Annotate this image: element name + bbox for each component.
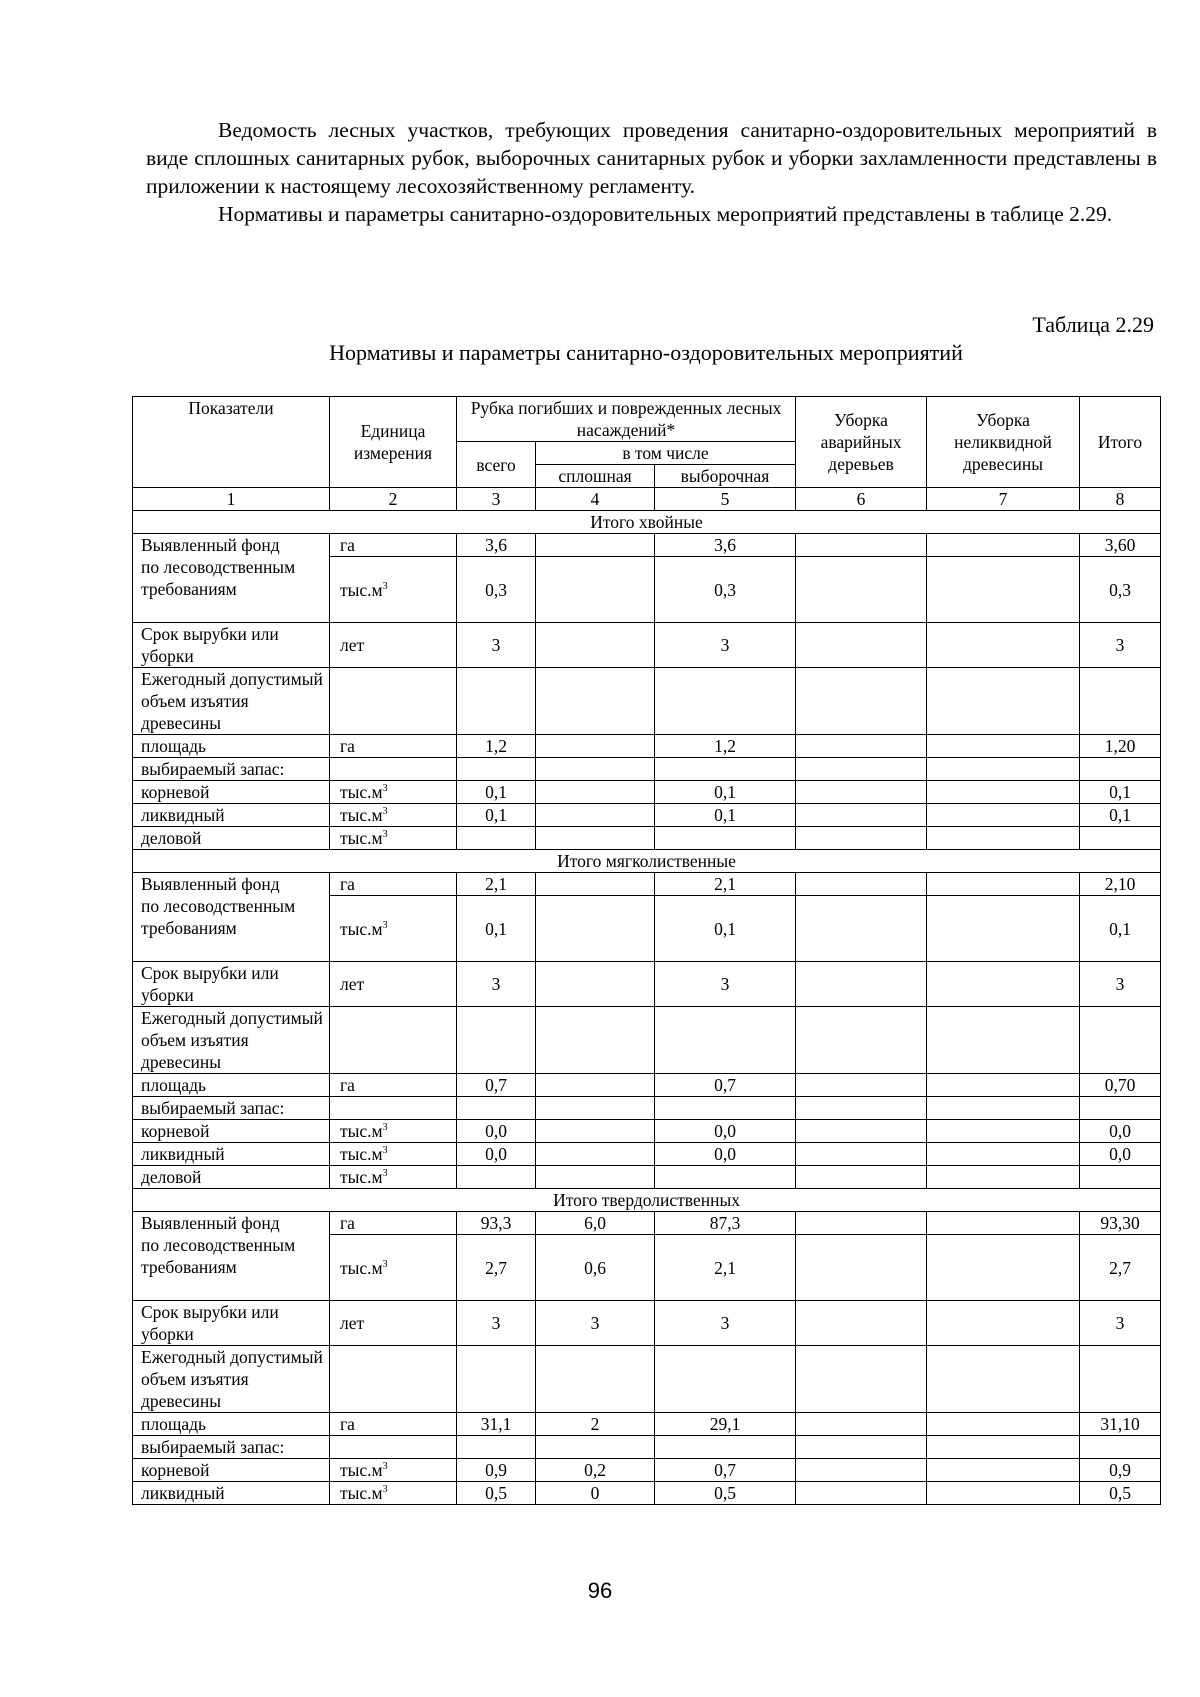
value-cell: 0,9 <box>1080 1459 1161 1482</box>
value-cell <box>536 873 655 896</box>
row-label: корневой <box>133 1459 330 1482</box>
unit-text: тыс.м <box>340 828 383 848</box>
value-cell <box>796 623 927 668</box>
value-cell <box>927 1007 1080 1074</box>
value-cell <box>927 668 1080 735</box>
value-cell <box>457 758 536 781</box>
column-number: 6 <box>796 488 927 511</box>
value-cell <box>927 623 1080 668</box>
row-label: площадь <box>133 735 330 758</box>
value-cell: 3,60 <box>1080 534 1161 557</box>
page-number: 96 <box>587 1578 613 1603</box>
value-cell <box>796 804 927 827</box>
value-cell: 0,6 <box>536 1235 655 1301</box>
column-number: 1 <box>133 488 330 511</box>
unit-text: лет <box>340 974 365 994</box>
value-cell <box>457 1007 536 1074</box>
value-cell: 31,10 <box>1080 1413 1161 1436</box>
column-number: 2 <box>330 488 457 511</box>
header-clear-cut: сплошная <box>536 465 655 488</box>
value-cell: 2 <box>536 1413 655 1436</box>
value-cell <box>796 1301 927 1346</box>
value-cell <box>796 1346 927 1413</box>
value-cell <box>536 1166 655 1189</box>
value-cell <box>927 896 1080 962</box>
section-title: Итого твердолиственных <box>133 1189 1161 1212</box>
value-cell <box>536 668 655 735</box>
value-cell <box>796 1235 927 1301</box>
row-label: корневой <box>133 781 330 804</box>
value-cell <box>927 1097 1080 1120</box>
unit-text: тыс.м <box>340 805 383 825</box>
unit-text: тыс.м <box>340 1167 383 1187</box>
value-cell <box>927 1074 1080 1097</box>
unit-text: лет <box>340 1313 365 1333</box>
value-cell <box>927 735 1080 758</box>
section-header-row <box>133 511 1161 534</box>
unit-cell <box>330 534 457 557</box>
value-cell <box>796 534 927 557</box>
value-cell: 0,1 <box>457 781 536 804</box>
section-header-row <box>133 850 1161 873</box>
value-cell <box>796 827 927 850</box>
value-cell <box>457 668 536 735</box>
row-label: Срок вырубки или уборки <box>133 1301 330 1346</box>
unit-superscript: 3 <box>382 580 388 592</box>
unit-cell <box>330 827 457 850</box>
value-cell <box>796 896 927 962</box>
row-label <box>133 1212 330 1301</box>
value-cell: 0,0 <box>457 1143 536 1166</box>
value-cell: 29,1 <box>655 1413 796 1436</box>
value-cell <box>457 1346 536 1413</box>
table-row <box>133 668 1161 735</box>
table-row <box>133 1166 1161 1189</box>
value-cell: 0,2 <box>536 1459 655 1482</box>
unit-cell <box>330 1482 457 1505</box>
unit-superscript: 3 <box>382 1484 388 1496</box>
unit-superscript: 3 <box>382 919 388 931</box>
value-cell <box>536 1143 655 1166</box>
table-title: Нормативы и параметры санитарно-оздоровительных мероприятий <box>329 340 963 365</box>
table-row <box>133 781 1161 804</box>
value-cell <box>1080 827 1161 850</box>
value-cell <box>796 1007 927 1074</box>
value-cell <box>536 1074 655 1097</box>
row-label: деловой <box>133 827 330 850</box>
value-cell <box>536 557 655 623</box>
unit-cell <box>330 1212 457 1235</box>
value-cell <box>536 781 655 804</box>
value-cell <box>536 827 655 850</box>
value-cell: 0,1 <box>1080 896 1161 962</box>
value-cell <box>1080 1097 1161 1120</box>
value-cell <box>796 668 927 735</box>
unit-cell <box>330 1235 457 1301</box>
value-cell <box>1080 1436 1161 1459</box>
value-cell: 1,2 <box>655 735 796 758</box>
header-indicators: Показатели <box>133 397 330 488</box>
unit-cell <box>330 1166 457 1189</box>
value-cell <box>457 827 536 850</box>
unit-text: тыс.м <box>340 782 383 802</box>
table-row <box>133 1301 1161 1346</box>
row-label: площадь <box>133 1413 330 1436</box>
value-cell <box>927 962 1080 1007</box>
value-cell: 3 <box>1080 1301 1161 1346</box>
table-row <box>133 1212 1161 1235</box>
row-label: ликвидный <box>133 1143 330 1166</box>
value-cell: 0,1 <box>457 804 536 827</box>
value-cell: 0,70 <box>1080 1074 1161 1097</box>
value-cell: 87,3 <box>655 1212 796 1235</box>
row-label: ликвидный <box>133 804 330 827</box>
unit-text: га <box>340 1075 355 1095</box>
value-cell: 0,5 <box>457 1482 536 1505</box>
value-cell <box>796 873 927 896</box>
unit-cell <box>330 1459 457 1482</box>
value-cell: 3 <box>457 962 536 1007</box>
value-cell: 0,0 <box>1080 1120 1161 1143</box>
unit-text: га <box>340 736 355 756</box>
table-row <box>133 1413 1161 1436</box>
value-cell: 0,1 <box>457 896 536 962</box>
value-cell <box>796 1074 927 1097</box>
section-title: Итого хвойные <box>133 511 1161 534</box>
table-row <box>133 1346 1161 1413</box>
unit-cell <box>330 623 457 668</box>
value-cell <box>655 1166 796 1189</box>
value-cell: 3 <box>655 623 796 668</box>
value-cell: 2,1 <box>655 873 796 896</box>
header-unit: Единица измерения <box>330 397 457 488</box>
value-cell <box>796 1166 927 1189</box>
value-cell: 6,0 <box>536 1212 655 1235</box>
value-cell: 3,6 <box>655 534 796 557</box>
value-cell <box>536 1436 655 1459</box>
value-cell <box>457 1166 536 1189</box>
value-cell <box>927 557 1080 623</box>
value-cell: 1,20 <box>1080 735 1161 758</box>
value-cell <box>1080 668 1161 735</box>
value-cell <box>457 1436 536 1459</box>
value-cell <box>655 758 796 781</box>
value-cell <box>927 1301 1080 1346</box>
value-cell <box>927 1413 1080 1436</box>
value-cell: 0,7 <box>457 1074 536 1097</box>
value-cell <box>796 1413 927 1436</box>
value-cell: 3 <box>457 1301 536 1346</box>
value-cell <box>927 1459 1080 1482</box>
value-cell <box>536 735 655 758</box>
value-cell <box>655 827 796 850</box>
value-cell <box>457 1097 536 1120</box>
value-cell <box>927 534 1080 557</box>
table-row <box>133 735 1161 758</box>
value-cell <box>927 781 1080 804</box>
value-cell <box>927 1346 1080 1413</box>
value-cell: 0,5 <box>655 1482 796 1505</box>
unit-text: тыс.м <box>340 1483 383 1503</box>
unit-cell <box>330 668 457 735</box>
value-cell: 0,0 <box>1080 1143 1161 1166</box>
value-cell <box>536 1097 655 1120</box>
value-cell <box>796 1097 927 1120</box>
column-numbers-row <box>133 488 1161 511</box>
unit-cell <box>330 1074 457 1097</box>
value-cell <box>796 1482 927 1505</box>
unit-superscript: 3 <box>382 1258 388 1270</box>
row-label: площадь <box>133 1074 330 1097</box>
value-cell <box>796 1143 927 1166</box>
value-cell: 0,7 <box>655 1074 796 1097</box>
value-cell <box>796 1436 927 1459</box>
unit-text: тыс.м <box>340 918 383 939</box>
value-cell: 0,1 <box>1080 781 1161 804</box>
row-label: выбираемый запас: <box>133 758 330 781</box>
header-total: Итого <box>1080 397 1161 488</box>
header-all: всего <box>457 442 536 488</box>
value-cell <box>536 623 655 668</box>
value-cell <box>655 1346 796 1413</box>
value-cell <box>796 1120 927 1143</box>
unit-text: тыс.м <box>340 1460 383 1480</box>
header-selective: выборочная <box>655 465 796 488</box>
unit-cell <box>330 1120 457 1143</box>
unit-text: га <box>340 535 355 555</box>
row-label: Срок вырубки или уборки <box>133 962 330 1007</box>
header-including: в том числе <box>536 442 796 465</box>
row-label-line: по лесоводственным требованиям <box>141 1235 296 1277</box>
value-cell <box>796 1459 927 1482</box>
value-cell <box>1080 758 1161 781</box>
unit-cell <box>330 1301 457 1346</box>
unit-text: га <box>340 1213 355 1233</box>
value-cell: 2,1 <box>457 873 536 896</box>
table-row <box>133 1120 1161 1143</box>
unit-cell <box>330 873 457 896</box>
value-cell: 3 <box>655 1301 796 1346</box>
table-row <box>133 827 1161 850</box>
column-number: 4 <box>536 488 655 511</box>
unit-superscript: 3 <box>382 1461 388 1473</box>
value-cell: 0,0 <box>655 1143 796 1166</box>
table-row <box>133 1007 1161 1074</box>
unit-superscript: 3 <box>382 829 388 841</box>
header-felling: Рубка погибших и поврежденных лесных насаждений* <box>457 397 796 442</box>
row-label: Ежегодный допустимый объем изъятия древесины <box>133 668 330 735</box>
value-cell: 0,0 <box>457 1120 536 1143</box>
value-cell <box>796 962 927 1007</box>
value-cell: 3 <box>1080 623 1161 668</box>
value-cell <box>536 962 655 1007</box>
value-cell <box>536 534 655 557</box>
value-cell <box>1080 1346 1161 1413</box>
value-cell <box>536 1346 655 1413</box>
row-label: выбираемый запас: <box>133 1436 330 1459</box>
table-row <box>133 1482 1161 1505</box>
table-row <box>133 1097 1161 1120</box>
row-label-line: Выявленный фонд <box>141 874 280 894</box>
unit-superscript: 3 <box>382 1145 388 1157</box>
section-title: Итого мягколиственные <box>133 850 1161 873</box>
column-number: 8 <box>1080 488 1161 511</box>
value-cell <box>927 827 1080 850</box>
value-cell <box>927 1482 1080 1505</box>
value-cell: 3,6 <box>457 534 536 557</box>
unit-cell <box>330 758 457 781</box>
unit-cell <box>330 804 457 827</box>
row-label <box>133 534 330 623</box>
unit-superscript: 3 <box>382 1168 388 1180</box>
unit-cell <box>330 1346 457 1413</box>
value-cell: 0,1 <box>1080 804 1161 827</box>
unit-text: тыс.м <box>340 1144 383 1164</box>
value-cell: 0,1 <box>655 781 796 804</box>
sanitary-measures-table <box>132 396 1161 1505</box>
row-label: деловой <box>133 1166 330 1189</box>
value-cell: 0,5 <box>1080 1482 1161 1505</box>
unit-cell <box>330 1007 457 1074</box>
column-number: 7 <box>927 488 1080 511</box>
header-emergency-trees: Уборка аварийных деревьев <box>796 397 927 488</box>
value-cell <box>796 1212 927 1235</box>
row-label: Ежегодный допустимый объем изъятия древесины <box>133 1007 330 1074</box>
unit-cell <box>330 1413 457 1436</box>
value-cell: 0,1 <box>655 804 796 827</box>
value-cell <box>655 1436 796 1459</box>
value-cell <box>927 1235 1080 1301</box>
unit-cell <box>330 1436 457 1459</box>
row-label: выбираемый запас: <box>133 1097 330 1120</box>
unit-text: тыс.м <box>340 1257 383 1278</box>
table-number: Таблица 2.29 <box>1032 312 1154 337</box>
row-label-line: Выявленный фонд <box>141 535 280 555</box>
value-cell: 0,0 <box>655 1120 796 1143</box>
value-cell <box>927 1436 1080 1459</box>
value-cell: 0,7 <box>655 1459 796 1482</box>
value-cell: 2,7 <box>1080 1235 1161 1301</box>
unit-text: тыс.м <box>340 1121 383 1141</box>
row-label-line: Выявленный фонд <box>141 1213 280 1233</box>
value-cell <box>927 1120 1080 1143</box>
value-cell <box>927 873 1080 896</box>
value-cell <box>655 1007 796 1074</box>
row-label <box>133 873 330 962</box>
value-cell <box>536 1120 655 1143</box>
unit-superscript: 3 <box>382 806 388 818</box>
value-cell: 2,1 <box>655 1235 796 1301</box>
table-row <box>133 758 1161 781</box>
value-cell <box>536 804 655 827</box>
value-cell: 0,3 <box>1080 557 1161 623</box>
value-cell <box>927 1143 1080 1166</box>
section-header-row <box>133 1189 1161 1212</box>
table-row <box>133 804 1161 827</box>
value-cell: 3 <box>457 623 536 668</box>
intro-paragraph: Ведомость лесных участков, требующих проведения санитарно-оздоровительных мероприятий в виде сплошных санитарных рубок, выборочных санитарных рубок и уборки захламленности представлены в приложении к настоящему лесохозяйственному регламенту. <box>146 118 1157 198</box>
value-cell <box>927 804 1080 827</box>
value-cell <box>927 758 1080 781</box>
value-cell <box>1080 1007 1161 1074</box>
row-label: ликвидный <box>133 1482 330 1505</box>
header-nonliquid-wood: Уборка неликвидной древесины <box>927 397 1080 488</box>
table-row <box>133 1436 1161 1459</box>
value-cell <box>655 668 796 735</box>
column-number: 3 <box>457 488 536 511</box>
unit-text: тыс.м <box>340 579 383 600</box>
value-cell <box>796 557 927 623</box>
value-cell <box>536 1007 655 1074</box>
unit-text: лет <box>340 635 365 655</box>
table-row <box>133 534 1161 557</box>
value-cell <box>655 1097 796 1120</box>
value-cell: 0,3 <box>457 557 536 623</box>
value-cell <box>796 735 927 758</box>
value-cell: 0,3 <box>655 557 796 623</box>
value-cell <box>927 1212 1080 1235</box>
value-cell: 3 <box>655 962 796 1007</box>
table-row <box>133 1459 1161 1482</box>
value-cell: 2,7 <box>457 1235 536 1301</box>
unit-cell <box>330 1143 457 1166</box>
unit-cell <box>330 781 457 804</box>
table-row <box>133 1143 1161 1166</box>
table-row <box>133 962 1161 1007</box>
value-cell: 3 <box>1080 962 1161 1007</box>
reference-paragraph: Нормативы и параметры санитарно-оздоровительных мероприятий представлены в таблице 2.29. <box>218 202 1113 226</box>
value-cell: 0,9 <box>457 1459 536 1482</box>
value-cell: 0,1 <box>655 896 796 962</box>
value-cell: 0 <box>536 1482 655 1505</box>
unit-cell <box>330 1097 457 1120</box>
unit-text: га <box>340 1414 355 1434</box>
value-cell: 3 <box>536 1301 655 1346</box>
unit-cell <box>330 735 457 758</box>
table-row <box>133 623 1161 668</box>
value-cell: 2,10 <box>1080 873 1161 896</box>
unit-cell <box>330 557 457 623</box>
value-cell <box>796 781 927 804</box>
unit-text: га <box>340 874 355 894</box>
row-label: Срок вырубки или уборки <box>133 623 330 668</box>
value-cell <box>536 896 655 962</box>
column-number: 5 <box>655 488 796 511</box>
unit-superscript: 3 <box>382 1122 388 1134</box>
value-cell: 93,3 <box>457 1212 536 1235</box>
unit-cell <box>330 962 457 1007</box>
value-cell <box>927 1166 1080 1189</box>
table-row <box>133 1074 1161 1097</box>
unit-cell <box>330 896 457 962</box>
row-label: корневой <box>133 1120 330 1143</box>
value-cell: 31,1 <box>457 1413 536 1436</box>
value-cell <box>796 758 927 781</box>
table-row <box>133 873 1161 896</box>
unit-superscript: 3 <box>382 783 388 795</box>
value-cell: 1,2 <box>457 735 536 758</box>
value-cell: 93,30 <box>1080 1212 1161 1235</box>
row-label-line: по лесоводственным требованиям <box>141 896 296 938</box>
row-label-line: по лесоводственным требованиям <box>141 557 296 599</box>
value-cell <box>1080 1166 1161 1189</box>
row-label: Ежегодный допустимый объем изъятия древесины <box>133 1346 330 1413</box>
value-cell <box>536 758 655 781</box>
